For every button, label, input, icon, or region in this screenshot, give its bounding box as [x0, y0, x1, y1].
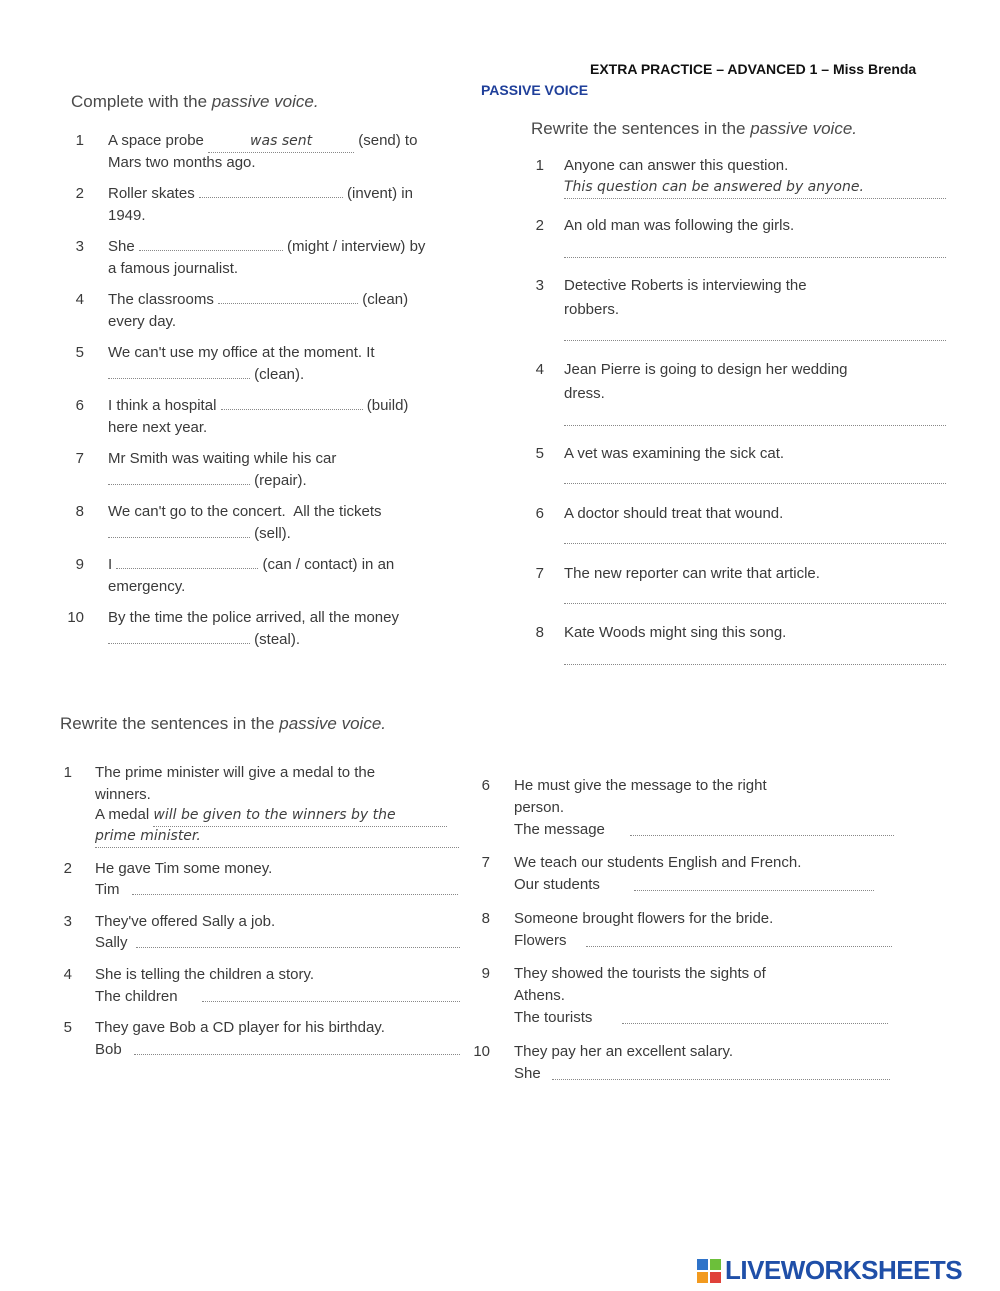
item-number: 6 [481, 777, 490, 794]
item-text: They've offered Sally a job. [95, 913, 276, 930]
item-text: Kate Woods might sing this song. [564, 624, 787, 641]
list-item [520, 275, 950, 345]
item-number: 3 [63, 913, 72, 930]
section1-title [71, 92, 319, 112]
answer-text: will be given to the winners by the [153, 807, 396, 823]
answer-field[interactable] [108, 629, 250, 644]
item-number: 4 [63, 966, 72, 983]
list-item [60, 236, 480, 282]
item-text: We can't go to the concert. All the tickets [108, 503, 382, 520]
answer-field[interactable] [199, 183, 343, 198]
list-item [48, 858, 468, 904]
answer-field-continued[interactable] [95, 825, 459, 848]
item-text: The prime minister will give a medal to the [95, 764, 376, 781]
answer-field[interactable] [139, 236, 283, 251]
item-text-continued: dress. [564, 385, 605, 402]
item-text-continued: every day. [108, 313, 177, 330]
item-number: 2 [535, 217, 544, 234]
list-item [48, 1017, 468, 1063]
item-text-continued: emergency. [108, 578, 186, 595]
page-title: EXTRA PRACTICE – ADVANCED 1 – Miss Brenda [590, 61, 917, 77]
item-number: 4 [75, 291, 84, 308]
answer-field[interactable] [218, 289, 358, 304]
item-number: 6 [75, 397, 84, 414]
list-item [60, 501, 480, 547]
answer-field[interactable] [564, 425, 946, 426]
item-number: 7 [75, 450, 84, 467]
list-item [466, 963, 906, 1033]
section1-list [60, 130, 480, 650]
list-item [466, 1041, 906, 1087]
answer-field[interactable] [108, 523, 250, 538]
page-subtitle: PASSIVE VOICE [481, 82, 589, 98]
section2-title [531, 119, 857, 139]
item-number: 3 [75, 238, 84, 255]
answer-text: was sent [250, 133, 313, 149]
item-number: 1 [75, 132, 84, 149]
list-item [520, 622, 950, 672]
section1-title-text: Complete with the [71, 92, 212, 111]
item-text-continued: (repair). [254, 472, 307, 489]
item-number: 6 [535, 505, 544, 522]
item-text: They gave Bob a CD player for his birthday. [95, 1019, 385, 1036]
answer-field[interactable] [564, 483, 946, 484]
list-item [60, 289, 480, 335]
answer-field[interactable] [136, 947, 460, 948]
item-text: Mr Smith was waiting while his car [108, 450, 337, 467]
section2-list [520, 155, 950, 675]
answer-field[interactable] [622, 1023, 888, 1024]
list-item [60, 607, 480, 653]
answer-field[interactable] [564, 176, 946, 199]
item-text-continued: a famous journalist. [108, 260, 239, 277]
item-text: A doctor should treat that wound. [564, 505, 784, 522]
answer-stem: Tim [95, 881, 120, 898]
answer-field[interactable] [132, 894, 458, 895]
item-text-continued: Mars two months ago. [108, 154, 256, 171]
item-text-continued: Athens. [514, 987, 565, 1004]
item-text: By the time the police arrived, all the money [108, 609, 399, 626]
item-number: 5 [63, 1019, 72, 1036]
answer-field[interactable] [564, 340, 946, 341]
item-text: They pay her an excellent salary. [514, 1043, 734, 1060]
answer-stem: Sally [95, 934, 128, 951]
item-text: They showed the tourists the sights of [514, 965, 766, 982]
item-text: The new reporter can write that article. [564, 565, 820, 582]
item-text: She is telling the children a story. [95, 966, 315, 983]
answer-text: prime minister. [95, 828, 201, 844]
item-number: 7 [481, 854, 490, 871]
answer-stem: The tourists [514, 1009, 593, 1026]
item-verb: (send) to [358, 132, 418, 149]
item-text-continued: winners. [95, 786, 151, 803]
item-text-continued: 1949. [108, 207, 146, 224]
item-number: 5 [535, 445, 544, 462]
answer-stem: She [514, 1065, 541, 1082]
answer-field[interactable] [116, 554, 258, 569]
list-item [48, 964, 468, 1010]
answer-stem: Our students [514, 876, 600, 893]
logo-block-orange [697, 1272, 708, 1283]
item-text: We teach our students English and French. [514, 854, 802, 871]
section3-title-italic: passive voice. [279, 714, 387, 733]
item-text: I [108, 556, 113, 573]
item-number: 1 [535, 157, 544, 174]
answer-field[interactable] [552, 1079, 890, 1080]
answer-field[interactable] [564, 543, 946, 544]
item-text-continued: (sell). [254, 525, 291, 542]
item-text: An old man was following the girls. [564, 217, 795, 234]
liveworksheets-logo [697, 1255, 997, 1285]
item-text: Detective Roberts is interviewing the [564, 277, 807, 294]
section3-title [60, 714, 386, 734]
item-text-continued: here next year. [108, 419, 208, 436]
answer-field[interactable] [221, 395, 363, 410]
answer-field[interactable] [634, 890, 874, 891]
item-text-continued: (steal). [254, 631, 301, 648]
logo-block-green [710, 1259, 721, 1270]
list-item [60, 183, 480, 229]
logo-blocks-icon [697, 1259, 721, 1283]
item-text: He gave Tim some money. [95, 860, 273, 877]
section3-left-list [48, 762, 468, 1062]
list-item [60, 554, 480, 600]
item-number: 9 [75, 556, 84, 573]
item-text: A vet was examining the sick cat. [564, 445, 785, 462]
item-number: 9 [481, 965, 490, 982]
item-verb: (invent) in [347, 185, 413, 202]
answer-field[interactable] [208, 130, 354, 153]
item-number: 1 [63, 764, 72, 781]
list-item [48, 762, 468, 850]
list-item [520, 215, 950, 265]
section3-title-text: Rewrite the sentences in the [60, 714, 280, 733]
item-text: I think a hospital [108, 397, 217, 414]
item-number: 8 [535, 624, 544, 641]
answer-field[interactable] [153, 804, 447, 827]
item-number: 8 [75, 503, 84, 520]
list-item [520, 155, 950, 205]
item-number: 4 [535, 361, 544, 378]
item-number: 10 [67, 609, 84, 626]
list-item [466, 852, 906, 898]
section1-title-italic: passive voice. [211, 92, 319, 111]
answer-field[interactable] [586, 946, 892, 947]
item-text: She [108, 238, 135, 255]
item-text-continued: robbers. [564, 301, 620, 318]
answer-field[interactable] [630, 835, 894, 836]
item-number: 7 [535, 565, 544, 582]
list-item [60, 448, 480, 494]
list-item [60, 395, 480, 441]
item-number: 8 [481, 910, 490, 927]
item-text: Jean Pierre is going to design her wedding [564, 361, 848, 378]
item-number: 10 [473, 1043, 490, 1060]
list-item [466, 908, 906, 954]
answer-field[interactable] [108, 364, 250, 379]
item-text: Anyone can answer this question. [564, 157, 789, 174]
item-text: A space probe [108, 132, 204, 149]
item-number: 3 [535, 277, 544, 294]
list-item [60, 342, 480, 388]
section2-title-italic: passive voice. [750, 119, 858, 138]
item-text-continued: person. [514, 799, 565, 816]
item-text: Roller skates [108, 185, 195, 202]
logo-text: LIVEWORKSHEETS [725, 1255, 963, 1285]
section2-title-text: Rewrite the sentences in the [531, 119, 751, 138]
item-text: We can't use my office at the moment. It [108, 344, 375, 361]
answer-field[interactable] [564, 603, 946, 604]
logo-block-blue [697, 1259, 708, 1270]
list-item [48, 911, 468, 957]
logo-block-red [710, 1272, 721, 1283]
item-verb: (can / contact) in an [262, 556, 395, 573]
list-item [520, 503, 950, 553]
item-number: 2 [63, 860, 72, 877]
section3-right-list [466, 775, 906, 1095]
answer-stem: A medal [95, 806, 150, 823]
item-text: The classrooms [108, 291, 214, 308]
list-item [520, 563, 950, 613]
list-item [466, 775, 906, 845]
item-verb: (clean) [362, 291, 409, 308]
answer-stem: Bob [95, 1041, 122, 1058]
answer-field[interactable] [564, 664, 946, 665]
answer-field[interactable] [564, 257, 946, 258]
item-text-continued: (clean). [254, 366, 305, 383]
list-item [520, 443, 950, 493]
answer-stem: Flowers [514, 932, 567, 949]
answer-field[interactable] [108, 470, 250, 485]
answer-field[interactable] [134, 1054, 460, 1055]
item-verb: (might / interview) by [287, 238, 426, 255]
item-text: He must give the message to the right [514, 777, 767, 794]
item-text: Someone brought flowers for the bride. [514, 910, 774, 927]
answer-stem: The children [95, 988, 178, 1005]
item-number: 2 [75, 185, 84, 202]
answer-text: This question can be answered by anyone. [564, 179, 864, 195]
item-verb: (build) [366, 397, 409, 414]
list-item [520, 359, 950, 429]
answer-stem: The message [514, 821, 605, 838]
item-number: 5 [75, 344, 84, 361]
list-item [60, 130, 480, 176]
answer-field[interactable] [202, 1001, 460, 1002]
